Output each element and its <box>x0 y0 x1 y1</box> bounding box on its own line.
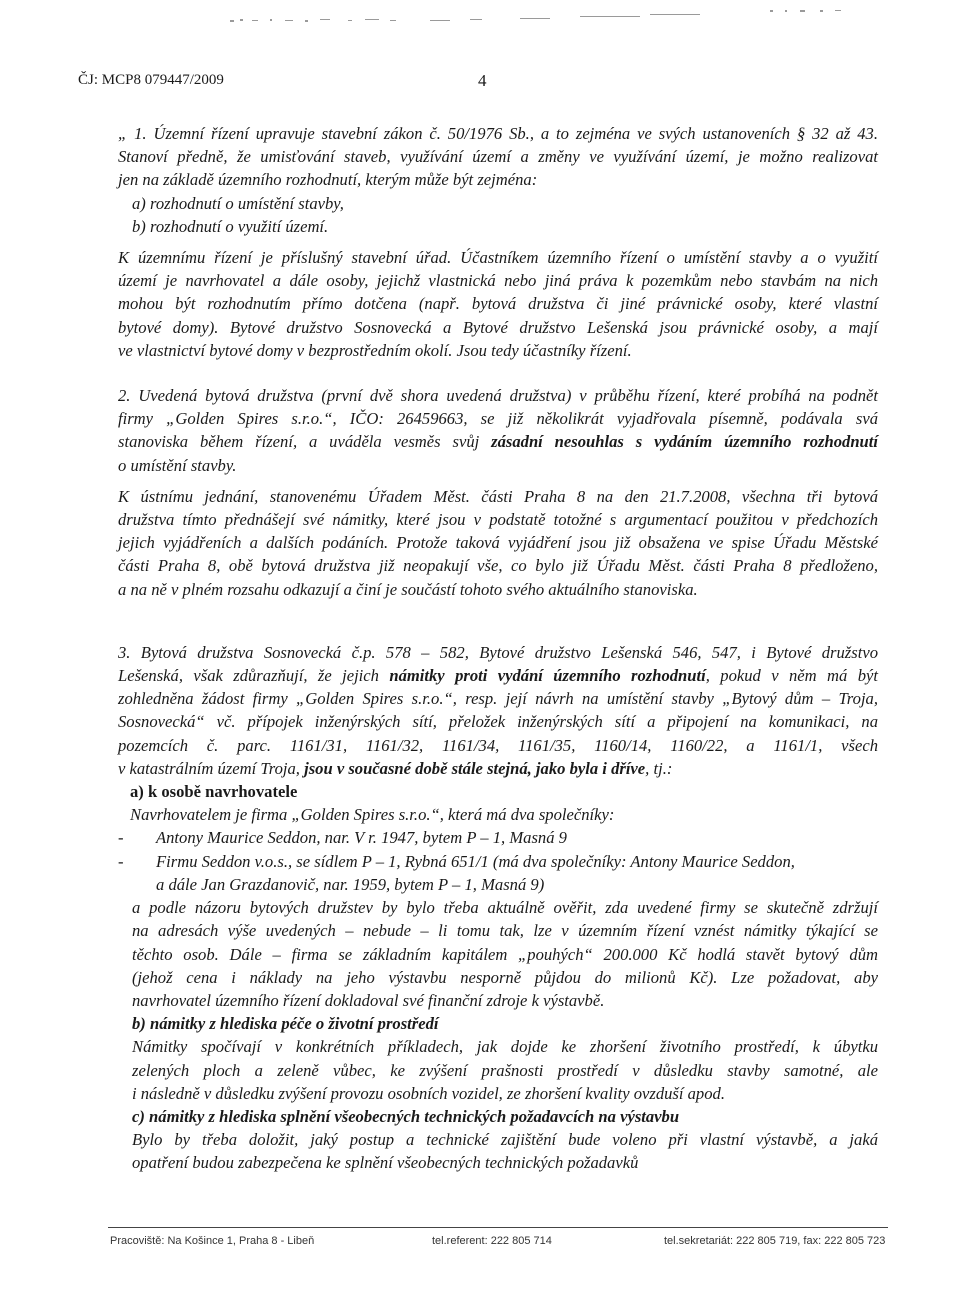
text-line: opatření budou zabezpečena ke splnění všeobecných technických požadavků <box>132 1153 639 1173</box>
text-line: mohou být rozhodnutím přímo dotčena (např. bytová družstva či jiné právnické osoby, které vlastní <box>118 294 878 314</box>
text-line: stanoviska během řízení, a uváděla vesměs svůj zásadní nesouhlas s vydáním územního rozhodnutí <box>118 432 878 452</box>
dash-bullet: - <box>118 828 124 848</box>
text-line: (jehož cena i náklady na jeho výstavbu nesporně půjdou do milionů Kč). Lze požadovat, aby <box>132 967 878 987</box>
scan-artifact <box>230 8 880 28</box>
text-line: zelených ploch a zeleně vůbec, ke zvýšení prašnosti prostředí v důsledku stavby samotné, ale <box>132 1060 878 1080</box>
text-line: pozemcích č. parc. 1161/31, 1161/32, 1161/34, 1161/35, 1160/14, 1160/22, a 1161/1, všech <box>118 735 878 755</box>
footer-divider <box>108 1227 888 1228</box>
highlighted-objection: zásadní nesouhlas s vydáním územního rozhodnutí <box>491 432 878 452</box>
list-item: a) rozhodnutí o umístění stavby, <box>132 193 344 213</box>
text-line: o umístění stavby. <box>118 455 237 475</box>
text-line: zohledněna žádost firmy „Golden Spires s.r.o.“, resp. její návrh na umístění stavby „Bytový dům – Troja, <box>118 689 878 709</box>
text-line: navrhovatel územního řízení dokladoval své finanční zdroje k výstavbě. <box>132 990 605 1010</box>
page-number: 4 <box>478 71 487 90</box>
text-line: v katastrálním území Troja, jsou v současné době stále stejná, jako byla i dříve, tj.: <box>118 758 673 778</box>
text-line: „ 1. Územní řízení upravuje stavební zákon č. 50/1976 Sb., a to zejména ve svých ustanoveních § 32 až 43. <box>118 124 878 143</box>
text-line: družstva tímto přednášejí své námitky, které jsou v podstatě totožné s argumentací použitou v předchozích <box>118 510 878 530</box>
highlighted-statement: jsou v současné době stále stejná, jako byla i dříve <box>304 758 646 778</box>
list-item: b) rozhodnutí o využití území. <box>132 216 329 236</box>
text-line: K ústnímu jednání, stanovenému Úřadem Měst. části Praha 8 na den 21.7.2008, všechna tři bytová <box>118 486 878 506</box>
text-line: na adresách výše uvedených – nebude – li tomu tak, lze v územním řízení vznést námitky týkající se <box>132 921 878 941</box>
text-line: 3. Bytová družstva Sosnovecká č.p. 578 – 582, Bytové družstvo Lešenská 546, 547, i Bytové družstvo <box>118 642 878 662</box>
text-line: 2. Uvedená bytová družstva (první dvě shora uvedená družstva) v průběhu řízení, které probíhá na podnět <box>118 386 878 406</box>
text-line: jen na základě územního rozhodnutí, kterým může být zejména: <box>118 170 538 190</box>
text-line: Lešenská, však zdůrazňují, že jejich námitky proti vydání územního rozhodnutí, pokud v něm má být <box>118 666 878 686</box>
text-line: bytové domy). Bytové družstvo Sosnovecká a Bytové družstvo Lešenská jsou právnické osoby, a mají <box>118 317 878 337</box>
text-line: a na ně v plném rozsahu odkazují a činí je součástí tohoto svého aktuálního stanoviska. <box>118 579 698 599</box>
text-line: ve vlastnictví bytové domy v bezprostředním okolí. Jsou tedy účastníky řízení. <box>118 340 632 360</box>
document-body <box>118 122 878 1175</box>
text-line: části Praha 8, obě bytová družstva již neopakují vše, co bylo již Úřadu Měst. části Praha 8 předloženo, <box>118 556 878 576</box>
highlighted-objection: námitky proti vydání územního rozhodnutí <box>389 666 706 686</box>
footer-secretariat-phone: tel.sekretariát: 222 805 719, fax: 222 805 723 <box>664 1235 886 1247</box>
text-line: K územnímu řízení je příslušný stavební úřad. Účastníkem územního řízení o umístění stavby a o využití <box>118 248 878 268</box>
document-reference: ČJ: MCP8 079447/2009 <box>78 72 224 88</box>
text-line: a podle názoru bytových družstev by bylo třeba aktuálně ověřit, zda uvedené firmy se skutečně zdržují <box>132 898 878 918</box>
text-line: firmy „Golden Spires s.r.o.“, IČO: 26459663, se již několikrát vyjadřovala písemně, podávala svá <box>118 409 878 429</box>
text-line: i následně v důsledku zvýšení provozu osobních vozidel, ze zhoršení kvality ovzduší apod. <box>132 1083 725 1103</box>
dash-bullet: - <box>118 851 124 871</box>
text-line: Navrhovatelem je firma „Golden Spires s.r.o.“, která má dva společníky: <box>130 805 615 825</box>
text-line: a dále Jan Grazdanovič, nar. 1959, bytem P – 1, Masná 9) <box>156 874 545 894</box>
text-line: Bylo by třeba doložit, jaký postup a technické zajištění bude voleno při vlastní výstavbě, a jaká <box>132 1130 878 1150</box>
section-heading-a: a) k osobě navrhovatele <box>130 782 298 802</box>
list-item: - Firmu Seddon v.o.s., se sídlem P – 1, Rybná 651/1 (má dva společníky: Antony Maurice Seddon, <box>118 850 878 873</box>
section-heading-b: b) námitky z hlediska péče o životní prostředí <box>132 1014 439 1034</box>
section-heading-c: c) námitky z hlediska splnění všeobecných technických požadavcích na výstavbu <box>132 1106 680 1126</box>
text-line: Sosnovecká“ vč. přípojek inženýrských sítí, přeložek inženýrských sítí a připojení na komunikaci, na <box>118 712 878 732</box>
text-line: území je navrhovatel a dále osoby, jejichž vlastnická nebo jiná práva k pozemkům nebo stavbám na nich <box>118 271 878 291</box>
text-line: Námitky spočívají v konkrétních příkladech, jak dojde ke zhoršení životního prostředí, k úbytku <box>132 1037 878 1057</box>
text-line: těchto osob. Dále – firma se základním kapitálem „pouhých“ 200.000 Kč hodlá stavět bytový dům <box>132 944 878 964</box>
footer-referent-phone: tel.referent: 222 805 714 <box>432 1235 552 1247</box>
text-line: Stanoví předně, že umisťování staveb, využívání území a změny ve využívání území, je možno realizovat <box>118 147 878 167</box>
text-line: jejich vyjádřeních a dalších podáních. Protože taková vyjádření jsou již obsažena ve spise Úřadu Městské <box>118 533 878 553</box>
list-item: - Antony Maurice Seddon, nar. V r. 1947, bytem P – 1, Masná 9 <box>118 826 878 849</box>
footer-workplace: Pracoviště: Na Košince 1, Praha 8 - Libeň <box>110 1235 315 1247</box>
